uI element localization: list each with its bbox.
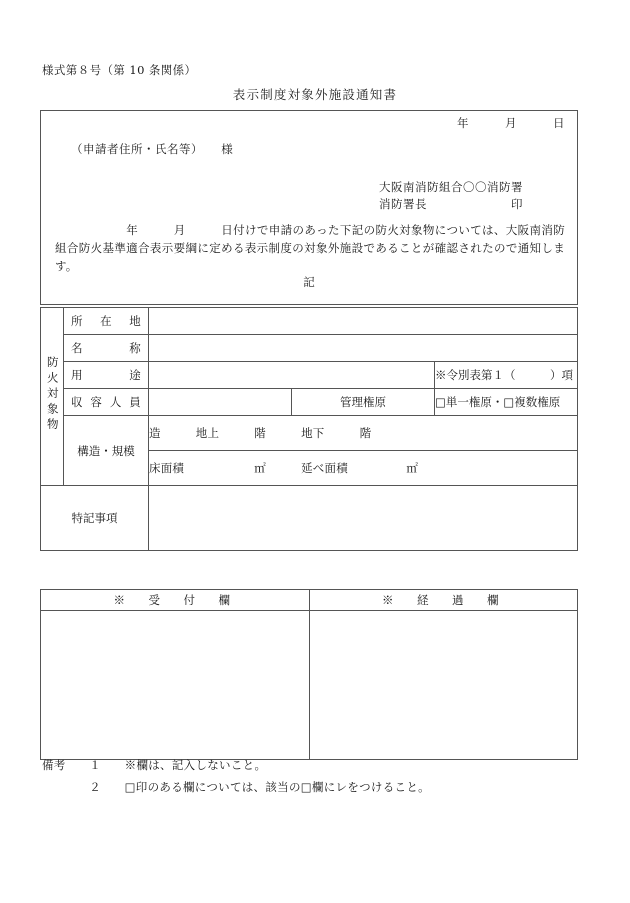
- vertical-group-label-text: 防火対象物: [45, 356, 60, 434]
- field-name[interactable]: [149, 335, 578, 362]
- office-use-body-row: [41, 611, 578, 760]
- form-number: 様式第８号（第 10 条関係）: [42, 63, 197, 77]
- label-structure-scale: 構造・規模: [64, 416, 149, 486]
- receipt-column-header: [41, 590, 310, 611]
- ki-mark: 記: [303, 275, 315, 289]
- field-use[interactable]: [149, 362, 435, 389]
- table-row-use: [41, 362, 578, 389]
- management-authority-checkboxes[interactable]: □単一権原・□複数権原: [435, 389, 578, 416]
- issuer-organization: 大阪南消防組合〇〇消防署: [379, 180, 523, 194]
- footer-remark-1: [42, 754, 430, 776]
- process-column-header: [309, 590, 578, 611]
- label-name-text: 名称: [71, 341, 141, 355]
- issuer-block: [379, 179, 523, 213]
- footer-remark-2-number: ２: [89, 780, 102, 794]
- subject-property-table: [40, 307, 578, 551]
- process-column-header-text: ※ 経 過 欄: [382, 593, 505, 607]
- vertical-group-label: [41, 308, 64, 486]
- body-paragraph: [55, 221, 565, 275]
- label-capacity: [64, 389, 149, 416]
- label-name: [64, 335, 149, 362]
- field-capacity[interactable]: [149, 389, 292, 416]
- document-title: 表示制度対象外施設通知書: [232, 87, 398, 102]
- process-column-body[interactable]: [309, 611, 578, 760]
- date-line: 年 月 日: [457, 116, 565, 130]
- field-structure-floors[interactable]: 造 地上 階 地下 階: [149, 416, 578, 451]
- header-box: [40, 110, 578, 305]
- addressee-line: （申請者住所・氏名等） 様: [71, 142, 234, 156]
- office-use-header-row: [41, 590, 578, 611]
- table-row-special-remarks: [41, 486, 578, 551]
- footer-remarks-label: 備考: [42, 758, 66, 772]
- footer-remarks: [42, 754, 430, 798]
- table-row-location: [41, 308, 578, 335]
- use-appendix-note: ※令別表第１（ ）項: [435, 362, 578, 389]
- label-use: [64, 362, 149, 389]
- label-use-text: 用途: [71, 368, 141, 382]
- label-location-text: 所在地: [71, 314, 141, 328]
- issuer-title: 消防署長 印: [379, 197, 523, 211]
- table-row-capacity: [41, 389, 578, 416]
- footer-remark-2: [42, 776, 430, 798]
- receipt-column-header-text: ※ 受 付 欄: [113, 593, 236, 607]
- field-location[interactable]: [149, 308, 578, 335]
- label-special-remarks: 特記事項: [41, 486, 149, 551]
- body-date-blank: 年 月: [55, 223, 222, 237]
- table-row-name: [41, 335, 578, 362]
- label-location: [64, 308, 149, 335]
- body-text: 日付けで申請のあった下記の防火対象物については、大阪南消防組合防火基準適合表示要綱に定める表示制度の対象外施設であることが確認されたので通知します。: [55, 223, 565, 273]
- footer-remark-1-text: ※欄は、記入しないこと。: [124, 758, 267, 772]
- footer-remark-2-text: □印のある欄については、該当の□欄にレをつけること。: [124, 780, 430, 794]
- field-structure-area[interactable]: 床面積 ㎡ 延べ面積 ㎡: [149, 451, 578, 486]
- field-special-remarks[interactable]: [149, 486, 578, 551]
- receipt-column-body[interactable]: [41, 611, 310, 760]
- label-capacity-text: 収容人員: [71, 395, 141, 409]
- label-management-authority: 管理権原: [292, 389, 435, 416]
- office-use-table: [40, 589, 578, 760]
- footer-remark-1-number: １: [89, 758, 102, 772]
- table-row-structure-1: [41, 416, 578, 451]
